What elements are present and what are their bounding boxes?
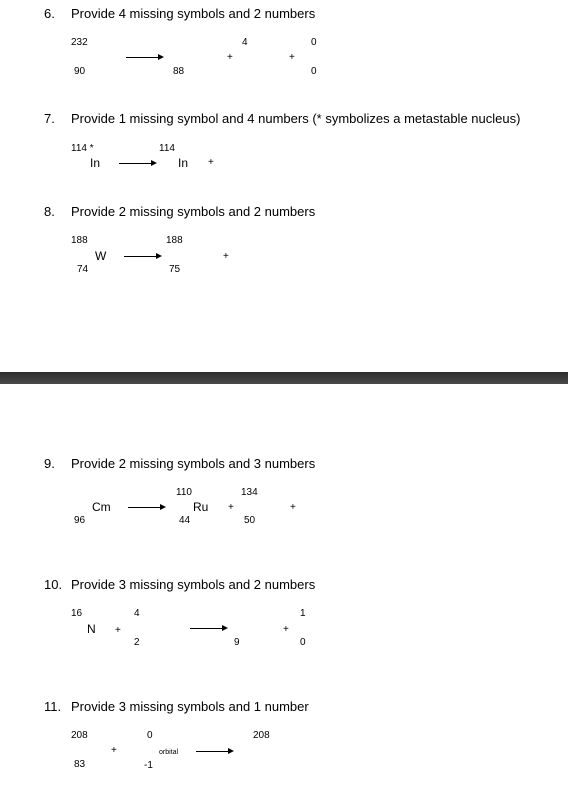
problem-6-instruction: Provide 4 missing symbols and 2 numbers	[71, 6, 316, 21]
p6-reaction-arrow	[126, 53, 164, 63]
p6-product1-atomic: 88	[173, 66, 185, 77]
p9-reactant-symbol: Cm	[92, 500, 111, 514]
p9-product1-mass: 110	[176, 487, 192, 498]
p9-product2-mass: 134	[241, 487, 258, 498]
p7-product1-mass: 114	[159, 143, 175, 154]
page-break-divider	[0, 372, 568, 384]
p11-reaction-arrow	[196, 747, 234, 757]
p6-reactant-mass: 232	[71, 37, 88, 48]
problem-7-number: 7.	[44, 111, 55, 126]
p11-orbital-note: orbital	[159, 749, 179, 756]
problem-11-instruction: Provide 3 missing symbols and 1 number	[71, 699, 309, 714]
p10-product2-atomic: 0	[300, 637, 306, 648]
p9-product1-atomic: 44	[179, 515, 191, 526]
p10-reactant1-symbol: N	[87, 622, 96, 636]
p9-plus-1: +	[228, 502, 234, 513]
p6-plus-1: +	[227, 52, 233, 63]
p6-product3-atomic: 0	[311, 66, 317, 77]
p8-reactant-atomic: 74	[77, 264, 89, 275]
p8-reaction-arrow	[124, 252, 162, 262]
problem-6-number: 6.	[44, 6, 55, 21]
problem-7-instruction: Provide 1 missing symbol and 4 numbers (* symbolizes a metastable nucleus)	[71, 111, 521, 126]
p6-reactant-atomic: 90	[74, 66, 86, 77]
problem-8-instruction: Provide 2 missing symbols and 2 numbers	[71, 204, 316, 219]
p11-plus: +	[111, 745, 117, 756]
problem-9-number: 9.	[44, 456, 55, 471]
p6-product2-mass: 4	[242, 37, 248, 48]
p11-reactant2-mass: 0	[147, 730, 153, 741]
p7-reactant-symbol: In	[90, 156, 101, 170]
p11-reactant1-atomic: 83	[74, 759, 86, 770]
p6-product3-mass: 0	[311, 37, 317, 48]
p9-reaction-arrow	[128, 503, 166, 513]
problem-10-instruction: Provide 3 missing symbols and 2 numbers	[71, 577, 316, 592]
p10-reactant2-mass: 4	[134, 608, 140, 619]
p7-reactant-mass: 114 *	[71, 143, 94, 154]
p8-product1-mass: 188	[166, 235, 183, 246]
p7-product1-symbol: In	[178, 156, 189, 170]
p8-product1-atomic: 75	[169, 264, 181, 275]
p10-plus-2: +	[283, 624, 289, 635]
p10-reaction-arrow	[190, 624, 228, 634]
p11-product1-mass: 208	[253, 730, 270, 741]
p10-product1-atomic: 9	[234, 637, 240, 648]
problem-11-number: 11.	[44, 699, 62, 714]
p8-plus: +	[223, 251, 229, 262]
p9-reactant-atomic: 96	[74, 515, 86, 526]
p7-plus: +	[208, 157, 214, 168]
p9-product1-symbol: Ru	[193, 500, 209, 514]
p9-product2-atomic: 50	[244, 515, 256, 526]
problem-9-instruction: Provide 2 missing symbols and 3 numbers	[71, 456, 316, 471]
p11-reactant2-atomic: -1	[144, 760, 153, 771]
p8-reactant-symbol: W	[95, 249, 107, 263]
p9-plus-2: +	[290, 502, 296, 513]
p10-reactant2-atomic: 2	[134, 637, 140, 648]
problem-10-number: 10.	[44, 577, 63, 592]
p10-plus-1: +	[115, 625, 121, 636]
p7-reaction-arrow	[119, 159, 157, 169]
p8-reactant-mass: 188	[71, 235, 88, 246]
p10-product2-mass: 1	[300, 608, 306, 619]
problem-8-number: 8.	[44, 204, 55, 219]
p10-reactant1-mass: 16	[71, 608, 83, 619]
p11-reactant1-mass: 208	[71, 730, 88, 741]
p6-plus-2: +	[289, 52, 295, 63]
